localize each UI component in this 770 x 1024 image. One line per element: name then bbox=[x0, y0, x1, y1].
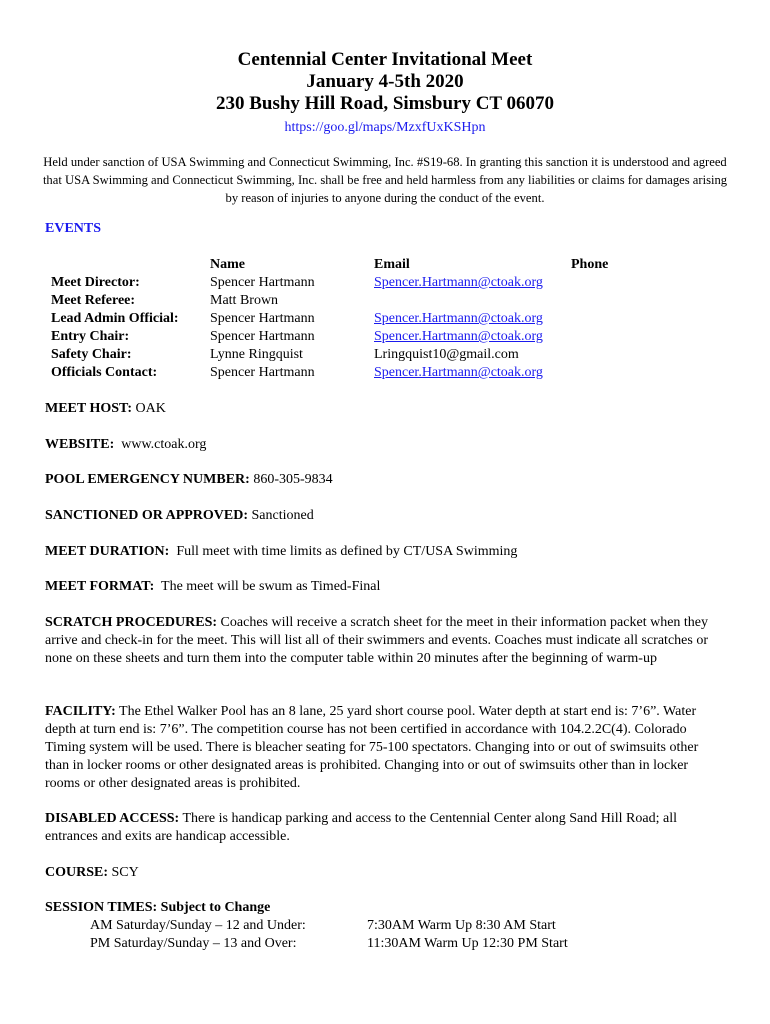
meet-duration-value: Full meet with time limits as defined by CT/USA Swimming bbox=[169, 544, 518, 559]
course-section bbox=[45, 864, 725, 882]
website-label: WEBSITE: bbox=[45, 437, 115, 452]
pool-emergency-label: POOL EMERGENCY NUMBER: bbox=[45, 472, 250, 487]
pool-emergency-value: 860-305-9834 bbox=[249, 472, 333, 487]
official-role: Meet Referee: bbox=[51, 293, 136, 308]
meet-format-value: The meet will be swum as Timed-Final bbox=[154, 579, 381, 594]
disabled-access-value: There is handicap parking and access to the Centennial Center along Sand Hill Road; all entrances and exits are handicap accessible. bbox=[45, 811, 677, 844]
pool-emergency-section bbox=[45, 471, 725, 489]
meet-dates: January 4-5th 2020 bbox=[306, 71, 464, 92]
officials-email-column bbox=[374, 256, 543, 382]
session-row bbox=[45, 917, 725, 935]
email-header: Email bbox=[374, 257, 410, 272]
website-value: www.ctoak.org bbox=[114, 437, 207, 452]
scratch-procedures-section bbox=[45, 614, 725, 668]
officials-role-column bbox=[51, 256, 179, 382]
official-name: Spencer Hartmann bbox=[210, 329, 315, 344]
official-role: Lead Admin Official: bbox=[51, 311, 179, 326]
official-name: Spencer Hartmann bbox=[210, 275, 315, 290]
meet-title: Centennial Center Invitational Meet bbox=[237, 49, 533, 70]
official-email-link[interactable]: Spencer.Hartmann@ctoak.org bbox=[374, 275, 543, 290]
meet-host-value: OAK bbox=[132, 401, 166, 416]
official-role: Safety Chair: bbox=[51, 347, 132, 362]
official-role: Entry Chair: bbox=[51, 329, 130, 344]
events-heading: EVENTS bbox=[45, 221, 102, 236]
official-name: Matt Brown bbox=[210, 293, 279, 308]
website-section bbox=[45, 436, 725, 454]
officials-phone-column bbox=[571, 256, 608, 274]
course-label: COURSE: bbox=[45, 865, 109, 880]
official-name: Spencer Hartmann bbox=[210, 311, 315, 326]
meet-duration-section bbox=[45, 543, 725, 561]
name-header: Name bbox=[210, 257, 245, 272]
official-email-link[interactable]: Spencer.Hartmann@ctoak.org bbox=[374, 329, 543, 344]
scratch-procedures-label: SCRATCH PROCEDURES: bbox=[45, 615, 218, 630]
phone-header: Phone bbox=[571, 257, 609, 272]
meet-duration-label: MEET DURATION: bbox=[45, 544, 170, 559]
sanctioned-label: SANCTIONED OR APPROVED: bbox=[45, 508, 249, 523]
officials-name-column bbox=[210, 256, 315, 382]
meet-format-section bbox=[45, 578, 725, 596]
meet-host-label: MEET HOST: bbox=[45, 401, 133, 416]
session-time: 7:30AM Warm Up 8:30 AM Start bbox=[367, 918, 556, 933]
session-time: 11:30AM Warm Up 12:30 PM Start bbox=[367, 936, 568, 951]
session-times-label: SESSION TIMES: Subject to Change bbox=[45, 900, 271, 915]
session-row bbox=[45, 935, 725, 953]
official-role: Meet Director: bbox=[51, 275, 140, 290]
sanctioned-section bbox=[45, 507, 725, 525]
meet-host-section bbox=[45, 400, 725, 418]
official-email: Lringquist10@gmail.com bbox=[374, 347, 519, 362]
official-email-link[interactable]: Spencer.Hartmann@ctoak.org bbox=[374, 311, 543, 326]
session-label: PM Saturday/Sunday – 13 and Over: bbox=[90, 936, 297, 951]
course-value: SCY bbox=[108, 865, 139, 880]
meet-address: 230 Bushy Hill Road, Simsbury CT 06070 bbox=[215, 93, 555, 114]
facility-section bbox=[45, 703, 725, 793]
facility-label: FACILITY: bbox=[45, 704, 116, 719]
meet-header bbox=[0, 49, 770, 137]
official-role: Officials Contact: bbox=[51, 365, 158, 380]
official-name: Lynne Ringquist bbox=[210, 347, 303, 362]
official-name: Spencer Hartmann bbox=[210, 365, 315, 380]
role-header-spacer bbox=[51, 256, 179, 274]
map-link[interactable]: https://goo.gl/maps/MzxfUxKSHpn bbox=[284, 120, 486, 135]
disabled-access-section bbox=[45, 810, 725, 846]
sanction-statement: Held under sanction of USA Swimming and Connecticut Swimming, Inc. #S19-68. In granting this sanction it is understood and agreed that USA Swimming and Connecticut Swimming, Inc. shall be free and held harmless from any liabilities or claims for damages arising by reason of injuries to anyone during the conduct of the event. bbox=[42, 155, 728, 205]
sanctioned-value: Sanctioned bbox=[248, 508, 314, 523]
disabled-access-label: DISABLED ACCESS: bbox=[45, 811, 180, 826]
meet-format-label: MEET FORMAT: bbox=[45, 579, 155, 594]
session-times-section bbox=[45, 899, 725, 953]
session-label: AM Saturday/Sunday – 12 and Under: bbox=[90, 918, 306, 933]
scratch-procedures-value: Coaches will receive a scratch sheet for the meet in their information packet when they arrive and check-in for the meet. This will list all of their swimmers and events. Coaches must indicate all scratches or none on these sheets and turn them into the computer table within 20 minutes after the beginning of warm-up bbox=[45, 615, 709, 666]
official-email-link[interactable]: Spencer.Hartmann@ctoak.org bbox=[374, 365, 543, 380]
facility-value: The Ethel Walker Pool has an 8 lane, 25 yard short course pool. Water depth at start end is: 7’6”. Water depth at turn end is: 7’6”. The competition course has not been certified in accordance with 104.2.2C(4). Colorado Timing system will be used. There is bleacher seating for 75-100 spectators. Changing into or out of swimsuits other than in locker rooms or other designated areas is prohibited. Changing into or out of swimsuits other than in locker rooms or other designated areas is prohibited. bbox=[45, 704, 699, 791]
